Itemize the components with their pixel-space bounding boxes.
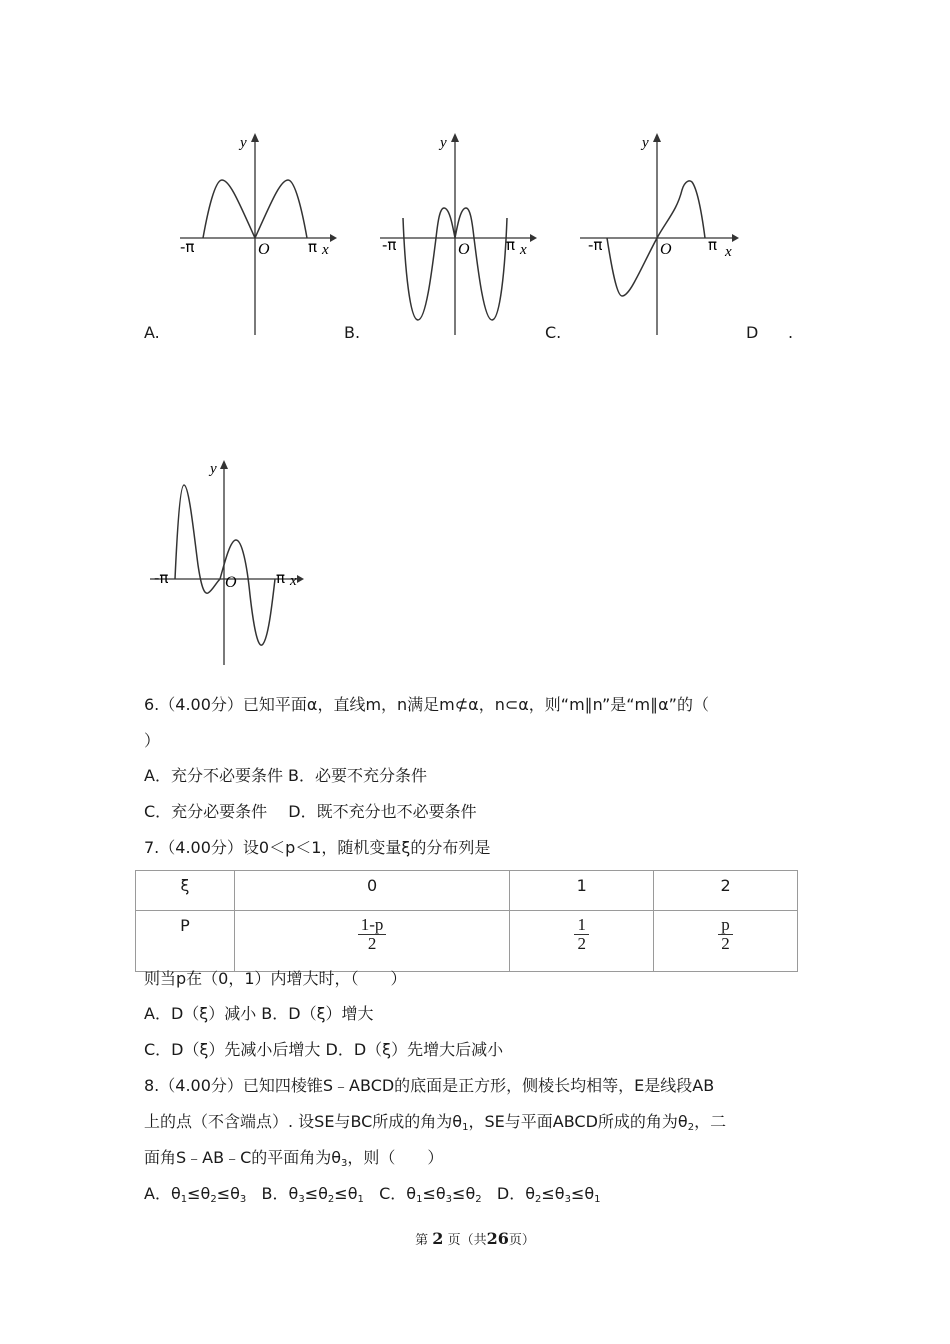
q8-option-b[interactable]: B．$\theta_3\le\theta_2\le\theta_1$ xyxy=(261,1184,364,1205)
option-a-label[interactable]: A. xyxy=(144,323,160,342)
neg-pi-label: -π xyxy=(382,236,397,254)
neg-pi-label: -π xyxy=(588,236,603,254)
graph-c xyxy=(572,130,742,340)
neg-pi-label: -π xyxy=(154,569,169,587)
q6-stem-line2: ） xyxy=(144,731,161,750)
option-c-label[interactable]: C. xyxy=(545,323,562,342)
table-cell xyxy=(654,911,798,972)
x-axis-label: x xyxy=(520,242,527,258)
fraction xyxy=(718,916,733,953)
table-cell: ξ xyxy=(136,871,235,911)
distribution-table xyxy=(135,870,798,972)
pi-label: π xyxy=(308,238,318,256)
q7-options-cd[interactable]: C．D（ξ）先减小后增大 D．D（ξ）先增大后减小 xyxy=(144,1040,504,1059)
q6-options-ab[interactable]: A．充分不必要条件 B．必要不充分条件 xyxy=(144,766,428,785)
x-axis-label: x xyxy=(725,244,732,260)
option-b-label[interactable]: B. xyxy=(344,323,361,342)
option-d-dot: . xyxy=(788,323,794,342)
q8-options[interactable] xyxy=(144,1184,601,1210)
q8-line2: 上的点（不含端点）. 设SE与BC所成的角为$\theta_1$，SE与平面ABCD所成的角为$\theta_2$，二 xyxy=(144,1112,727,1133)
q7-stem: 7.（4.00分）设0＜p＜1，随机变量ξ的分布列是 xyxy=(144,838,491,857)
q8-option-d[interactable]: D．$\theta_2\le\theta_3\le\theta_1$ xyxy=(496,1184,601,1205)
graph-d xyxy=(142,455,312,670)
fraction-denominator: 2 xyxy=(367,934,377,953)
q8-line3: 面角S﹣AB﹣C的平面角为$\theta_3$，则（ ） xyxy=(144,1148,444,1169)
origin-label: O xyxy=(258,241,270,258)
q6-stem-line1: 6.（4.00分）已知平面α，直线m，n满足m⊄α，n⊂α，则“m∥n”是“m∥α”的（ xyxy=(144,695,709,714)
y-axis-label: y xyxy=(440,135,447,151)
origin-label: O xyxy=(225,574,237,591)
graph-a xyxy=(170,130,340,340)
origin-label: O xyxy=(458,241,470,258)
q8-line1: 8.（4.00分）已知四棱锥S﹣ABCD的底面是正方形，侧棱长均相等，E是线段AB xyxy=(144,1076,715,1095)
pi-label: π xyxy=(506,236,516,254)
fraction-numerator: p xyxy=(718,916,733,935)
pi-label: π xyxy=(708,236,718,254)
page-footer: 第 2 页（共26页） xyxy=(415,1229,535,1248)
q8-option-c[interactable]: C．$\theta_1\le\theta_3\le\theta_2$ xyxy=(379,1184,482,1205)
fraction-denominator: 2 xyxy=(721,934,730,953)
y-axis-label: y xyxy=(642,135,649,151)
fraction-numerator: 1-p xyxy=(358,916,387,935)
fraction-denominator: 2 xyxy=(577,934,586,953)
neg-pi-label: -π xyxy=(180,238,195,256)
option-d-label[interactable]: D xyxy=(746,323,759,342)
fraction xyxy=(358,916,387,953)
table-cell xyxy=(234,911,509,972)
x-axis-label: x xyxy=(322,242,329,258)
fraction xyxy=(574,916,589,953)
table-cell: 0 xyxy=(234,871,509,911)
graph-b xyxy=(370,130,540,340)
q8-option-a[interactable]: A．$\theta_1\le\theta_2\le\theta_3$ xyxy=(144,1184,247,1205)
table-row xyxy=(136,871,798,911)
table-cell xyxy=(510,911,654,972)
y-axis-label: y xyxy=(210,461,217,477)
table-cell: 1 xyxy=(510,871,654,911)
y-axis-label: y xyxy=(240,135,247,151)
origin-label: O xyxy=(660,241,672,258)
x-axis-label: x xyxy=(290,573,297,589)
fraction-numerator: 1 xyxy=(574,916,589,935)
table-row xyxy=(136,911,798,972)
pi-label: π xyxy=(276,569,286,587)
table-cell: P xyxy=(136,911,235,972)
q6-options-cd[interactable]: C．充分必要条件 D．既不充分也不必要条件 xyxy=(144,802,477,821)
table-cell: 2 xyxy=(654,871,798,911)
q7-question: 则当p在（0，1）内增大时，（ ） xyxy=(144,969,407,988)
q7-options-ab[interactable]: A．D（ξ）减小 B．D（ξ）增大 xyxy=(144,1004,374,1023)
